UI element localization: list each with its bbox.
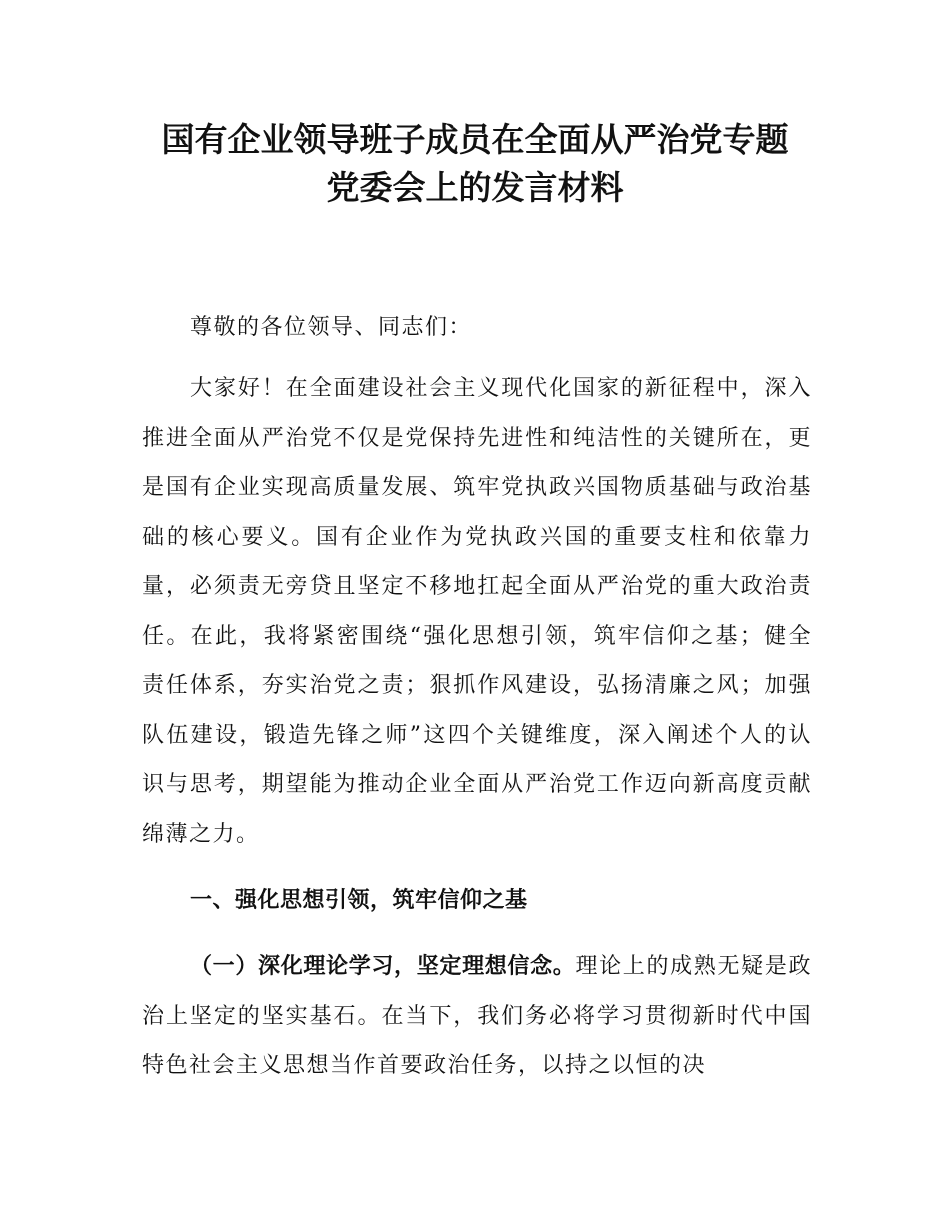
paragraph-intro: 大家好！在全面建设社会主义现代化国家的新征程中，深入推进全面从严治党不仅是党保持先进性和纯洁性的关键所在，更是国有企业实现高质量发展、筑牢党执政兴国物质基础与政治基础的核心要义。国有企业作为党执政兴国的重要支柱和依靠力量，必须责无旁贷且坚定不移地扛起全面从严治党的重大政治责任。在此，我将紧密围绕“强化思想引领，筑牢信仰之基；健全责任体系，夯实治党之责；狠抓作风建设，弘扬清廉之风；加强队伍建设，锻造先锋之师”这四个关键维度，深入阐述个人的认识与思考，期望能为推动企业全面从严治党工作迈向新高度贡献绵薄之力。 [142, 376, 812, 847]
section-heading-1: 一、强化思想引领，筑牢信仰之基 [190, 888, 528, 913]
document-title-line-2: 党委会上的发言材料 [326, 168, 624, 207]
subsection-text-1: 理论上的成熟无疑是政治上坚定的坚实基石。在当下，我们务必将学习贯彻新时代中国特色社会主义思想当作首要政治任务，以持之以恒的决 [142, 954, 812, 1078]
paragraph-subsection-1 [142, 942, 812, 1091]
subsection-heading-1: （一）深化理论学习，坚定理想信念。 [190, 954, 576, 979]
salutation: 尊敬的各位领导、同志们： [190, 315, 473, 340]
document-title-line-1: 国有企业领导班子成员在全面从严治党专题 [161, 120, 789, 159]
